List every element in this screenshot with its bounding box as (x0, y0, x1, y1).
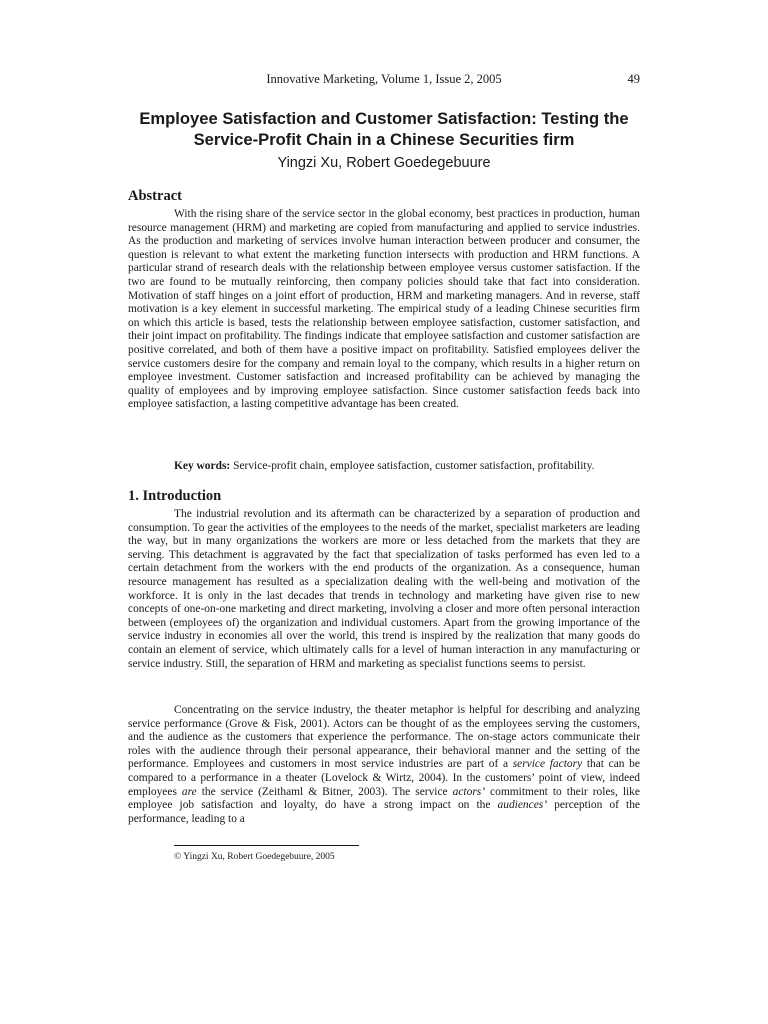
intro-p2-text-a: Concentrating on the service industry, the theater metaphor is helpful for describing and analyzing service performance (Grove & Fisk, 2001). Actors can be thought of as the employees serving the customers, and the audience as the customers that experience the performance. The on-stage actors communicate their roles with the audience through their personal appearance, their behavioral manner and the setting of the performance. Employees and customers in most service industries are part of a (128, 704, 640, 771)
introduction-heading: 1. Introduction (128, 488, 222, 504)
intro-p2-emphasis-are: are (181, 785, 197, 798)
journal-citation: Innovative Marketing, Volume 1, Issue 2, 2005 (266, 72, 502, 86)
keywords-text: Service-profit chain, employee satisfaction, customer satisfaction, profitability. (230, 460, 595, 472)
intro-p2-text-e: perception of the performance, leading to a (128, 799, 640, 825)
abstract-heading: Abstract (128, 188, 182, 204)
keywords-line (174, 459, 644, 473)
author-list: Yingzi Xu, Robert Goedegebuure (277, 155, 491, 171)
intro-p2-emphasis-audiences: audiences’ (497, 799, 548, 812)
intro-p2-emphasis-actors: actors’ (452, 785, 486, 798)
abstract-text: With the rising share of the service sector in the global economy, best practices in production, human resource management (HRM) and marketing are copied from manufacturing and applied to service industries. As the production and marketing of services involve human interaction between producer and consumer, the question is relevant to what extent the marketing function intersects with production and HRM functions. A particular strand of research deals with the relationship between employee versus customer satisfaction. If the two are found to be mutually reinforcing, then company policies should take that fact into consideration. Motivation of staff hinges on a joint effort of production, HRM and marketing managers. And in reverse, staff motivation is a key element in successful marketing. The empirical study of a leading Chinese securities firm on which this article is based, tests the relationship between employee satisfaction, customer satisfaction, and their joint impact on profitability. The findings indicate that employee satisfaction and customer satisfaction are positive correlated, and both of them have a positive impact on profitability. Satisfied employees deliver the service customers desire for the company and remain loyal to the company, which results in a higher return on employee investment. Customer satisfaction and increased profitability can be achieved by managing the quality of employees and by improving employee satisfaction. Since customer satisfaction feeds back into employee satisfaction, a lasting competitive advantage has been created. (128, 208, 640, 411)
keywords-label: Key words: (174, 460, 231, 472)
footnote-divider (174, 845, 359, 846)
copyright-footnote: © Yingzi Xu, Robert Goedegebuure, 2005 (174, 852, 335, 862)
introduction-paragraph-1: The industrial revolution and its aftermath can be characterized by a separation of production and consumption. To gear the activities of the employees to the needs of the market, specialist marketers are leading the way, but in many organizations the workers are more or less detached from the markets that they are serving. This detachment is aggravated by the fact that specialization of tasks performed has even led to a certain detachment from the workers with the end products of the organization. As a consequence, human resource management has resulted as a specialization dealing with the well-being and motivation of the workforce. It is only in the last decades that trends in technology and marketing have given rise to new concepts of one-on-one marketing and direct marketing, involving a closer and more often personal interaction between (employees of) the organization and individual customers. Apart from the growing importance of the service industry in economies all over the world, this trend is inspired by the realization that many goods do contain an element of service, which ultimately calls for a level of human interaction in any manufacturing or service industry. Still, the separation of HRM and marketing as specialist functions seems to persist. (128, 508, 640, 670)
intro-p2-text-c: the service (Zeithaml & Bitner, 2003). The service (196, 785, 453, 798)
intro-p2-text-d: commitment to their roles, like employee job satisfaction and loyalty, do have a strong impact on the (128, 785, 640, 812)
running-header (128, 72, 640, 90)
introduction-paragraph-2 (128, 704, 640, 826)
page-number: 49 (627, 72, 640, 86)
intro-p2-emphasis-service-factory: service factory (512, 758, 583, 771)
intro-p2-text-b: that can be compared to a performance in a theater (Lovelock & Wirtz, 2004). In the customers’ point of view, indeed employees (128, 758, 640, 798)
paper-title: Employee Satisfaction and Customer Satisfaction: Testing the Service-Profit Chain in a Chinese Securities firm (139, 109, 629, 149)
